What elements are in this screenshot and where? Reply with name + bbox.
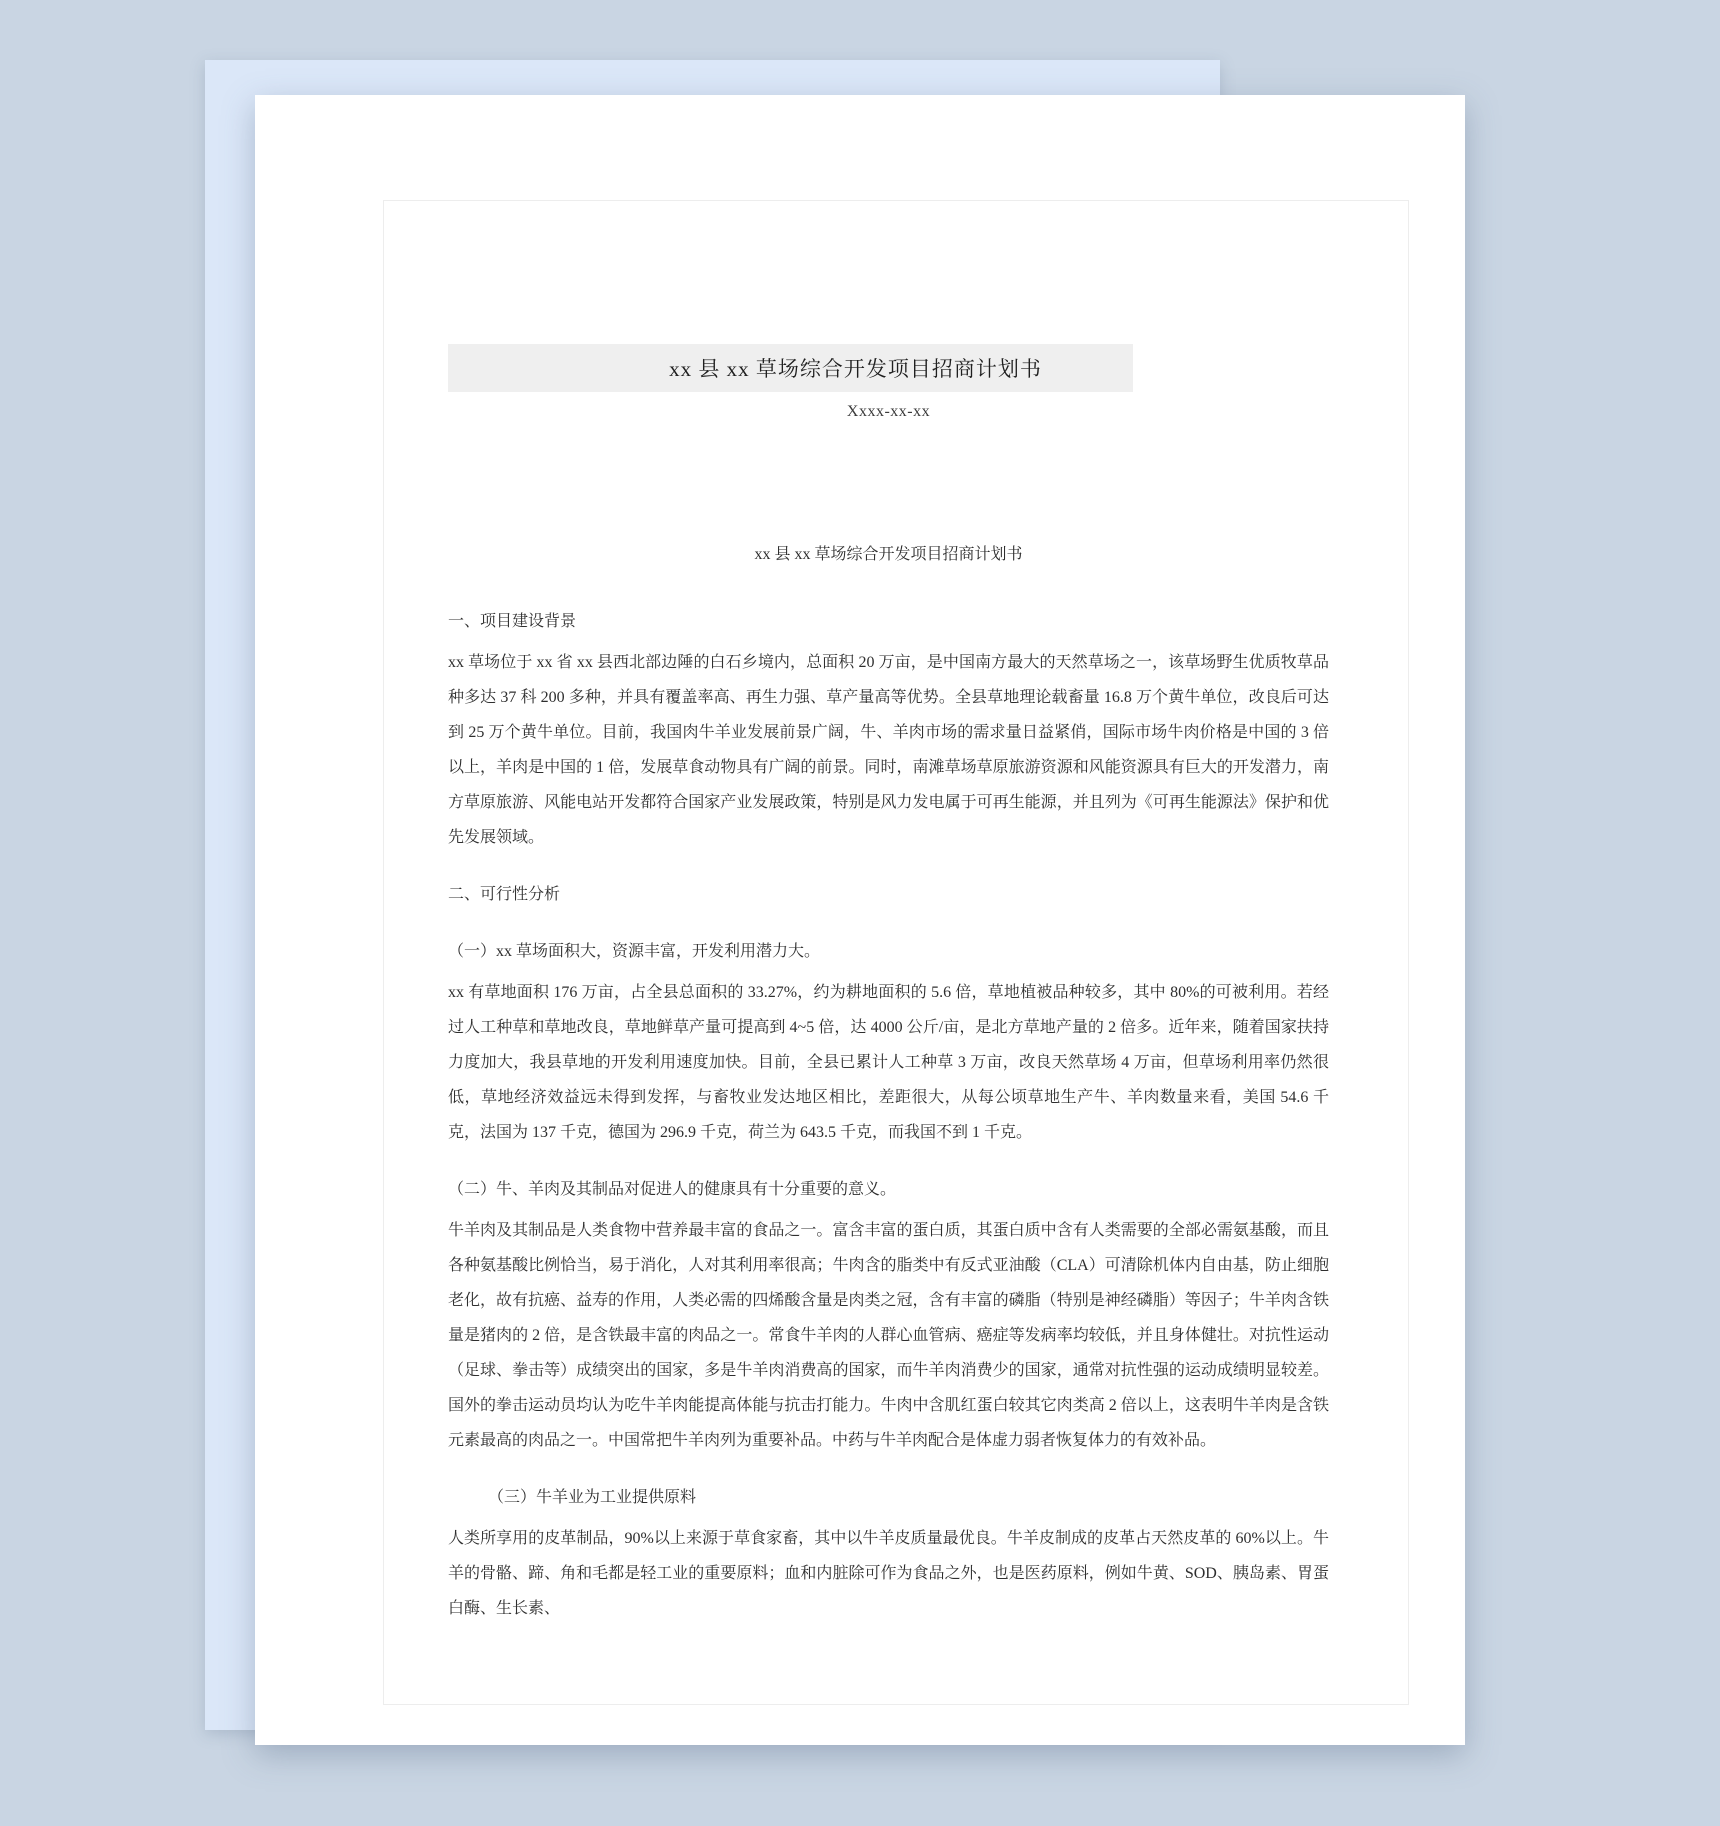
section-heading: 二、可行性分析	[448, 886, 561, 903]
paragraph: 牛羊肉及其制品是人类食物中营养最丰富的食品之一。富含丰富的蛋白质，其蛋白质中含有人类需要的全部必需氨基酸，而且各种氨基酸比例恰当，易于消化，人对其利用率很高；牛肉含的脂类中有反式亚油酸（CLA）可清除机体内自由基，防止细胞老化，故有抗癌、益寿的作用，人类必需的四烯酸含量是肉类之冠，含有丰富的磷脂（特别是神经磷脂）等因子；牛羊肉含铁量是猪肉的 2 倍，是含铁最丰富的肉品之一。常食牛羊肉的人群心血管病、癌症等发病率均较低，并且身体健壮。对抗性运动（足球、拳击等）成绩突出的国家，多是牛羊肉消费高的国家，而牛羊肉消费少的国家，通常对抗性强的运动成绩明显较差。国外的拳击运动员均认为吃牛羊肉能提高体能与抗击打能力。牛肉中含肌红蛋白较其它肉类高 2 倍以上，这表明牛羊肉是含铁元素最高的肉品之一。中国常把牛羊肉列为重要补品。中药与牛羊肉配合是体虚力弱者恢复体力的有效补品。	[448, 1222, 1329, 1449]
paragraph: 人类所享用的皮革制品，90%以上来源于草食家畜，其中以牛羊皮质量最优良。牛羊皮制成的皮革占天然皮革的 60%以上。牛羊的骨骼、蹄、角和毛都是轻工业的重要原料；血和内脏除可作为食品之外，也是医药原料，例如牛黄、SOD、胰岛素、胃蛋白酶、生长素、	[448, 1530, 1329, 1617]
section-heading: （一）xx 草场面积大，资源丰富，开发利用潜力大。	[448, 943, 821, 960]
document-title: xx 县 xx 草场综合开发项目招商计划书	[669, 357, 1042, 381]
paragraph: xx 有草地面积 176 万亩，占全县总面积的 33.27%，约为耕地面积的 5.6 倍，草地植被品种较多，其中 80%的可被利用。若经过人工种草和草地改良，草地鲜草产量可提高到 4~5 倍，达 4000 公斤/亩，是北方草地产量的 2 倍多。近年来，随着国家扶持力度加大，我县草地的开发利用速度加快。目前，全县已累计人工种草 3 万亩，改良天然草场 4 万亩，但草场利用率仍然很低，草地经济效益远未得到发挥，与畜牧业发达地区相比，差距很大，从每公顷草地生产牛、羊肉数量来看，美国 54.6 千克，法国为 137 千克，德国为 296.9 千克，荷兰为 643.5 千克，而我国不到 1 千克。	[448, 984, 1329, 1141]
document-date-placeholder: Xxxx-xx-xx	[846, 403, 931, 420]
document-inner-sheet	[383, 200, 1409, 1705]
section-grassland-area	[448, 934, 1329, 1150]
section-heading: 一、项目建设背景	[448, 613, 577, 630]
document-body-title: xx 县 xx 草场综合开发项目招商计划书	[754, 546, 1023, 563]
section-meat-health	[448, 1172, 1329, 1458]
title-band	[448, 344, 1133, 392]
section-heading: （三）牛羊业为工业提供原料	[488, 1489, 697, 1506]
section-industry-raw-material	[448, 1480, 1329, 1626]
section-heading: （二）牛、羊肉及其制品对促进人的健康具有十分重要的意义。	[448, 1181, 897, 1198]
document-page	[255, 95, 1465, 1745]
section-project-background	[448, 604, 1329, 855]
section-feasibility-analysis	[448, 877, 1329, 912]
paragraph: xx 草场位于 xx 省 xx 县西北部边陲的白石乡境内，总面积 20 万亩，是中国南方最大的天然草场之一，该草场野生优质牧草品种多达 37 科 200 多种，并具有覆盖率高、再生力强、草产量高等优势。全县草地理论载畜量 16.8 万个黄牛单位，改良后可达到 25 万个黄牛单位。目前，我国肉牛羊业发展前景广阔，牛、羊肉市场的需求量日益紧俏，国际市场牛肉价格是中国的 3 倍以上，羊肉是中国的 1 倍，发展草食动物具有广阔的前景。同时，南滩草场草原旅游资源和风能资源具有巨大的开发潜力，南方草原旅游、风能电站开发都符合国家产业发展政策，特别是风力发电属于可再生能源，并且列为《可再生能源法》保护和优先发展领域。	[448, 654, 1329, 846]
